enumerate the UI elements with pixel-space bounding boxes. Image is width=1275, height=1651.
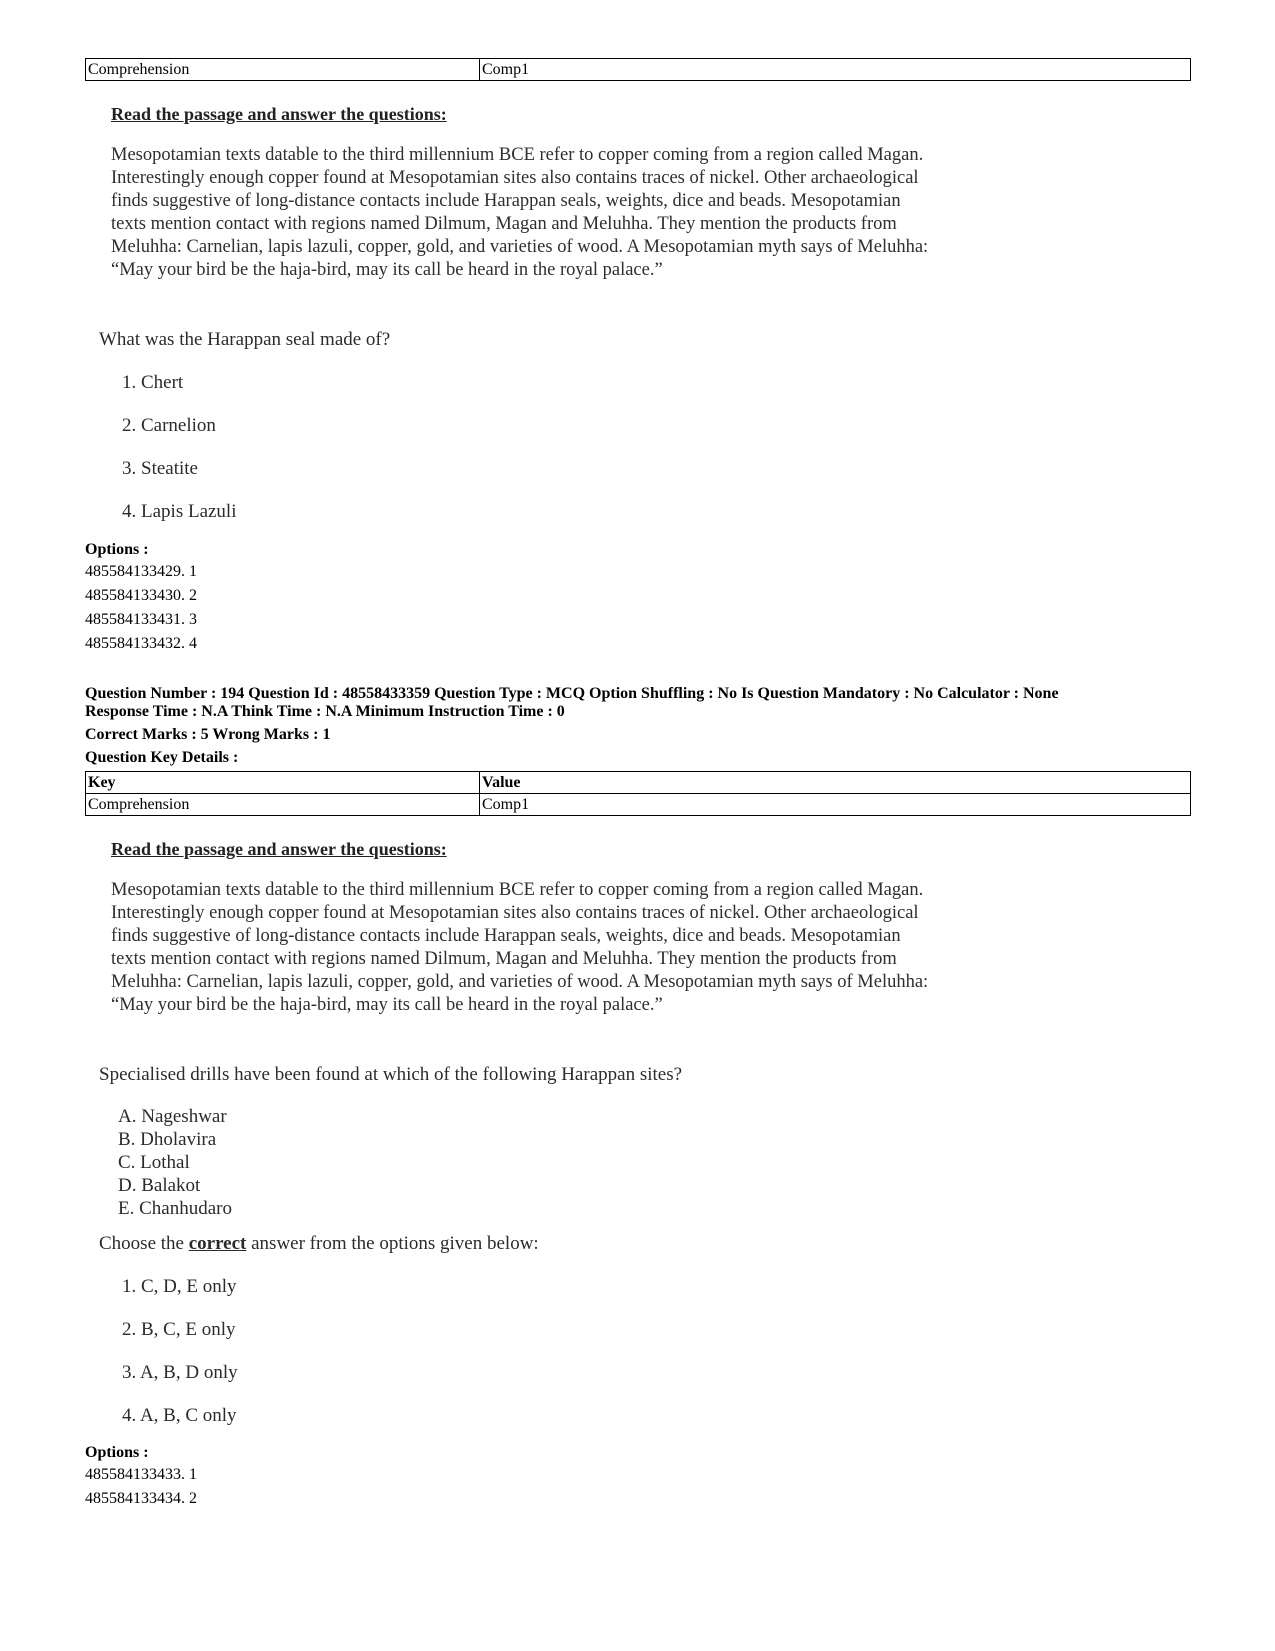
option-item: 485584133431. 3 <box>85 611 197 628</box>
value-header-cell: Value <box>480 772 1191 794</box>
value-cell: Comp1 <box>480 794 1191 816</box>
option-item: 485584133432. 4 <box>85 635 197 652</box>
passage-heading: Read the passage and answer the questions: <box>111 104 447 124</box>
passage-line: Interestingly enough copper found at Mesopotamian sites also contains traces of nickel. Other archaeological <box>111 903 919 923</box>
answer-choice: 3. Steatite <box>122 458 198 479</box>
options-label: Options : <box>85 541 149 558</box>
passage-line: Mesopotamian texts datable to the third millennium BCE refer to copper coming from a region called Magan. <box>111 880 924 900</box>
options-label: Options : <box>85 1444 149 1461</box>
statement-list <box>118 1105 232 1220</box>
passage-line: Meluhha: Carnelian, lapis lazuli, copper, gold, and varieties of wood. A Mesopotamian myth says of Meluhha: <box>111 237 929 257</box>
answer-choice: 1. C, D, E only <box>122 1276 237 1297</box>
passage-line: “May your bird be the haja-bird, may its call be heard in the royal palace.” <box>111 995 663 1015</box>
question-text: Specialised drills have been found at which of the following Harappan sites? <box>99 1064 683 1085</box>
question-meta-line: Response Time : N.A Think Time : N.A Minimum Instruction Time : 0 <box>85 703 565 720</box>
answer-choice: 4. A, B, C only <box>122 1405 237 1426</box>
question-text: What was the Harappan seal made of? <box>99 329 391 350</box>
passage-line: Meluhha: Carnelian, lapis lazuli, copper, gold, and varieties of wood. A Mesopotamian myth says of Meluhha: <box>111 972 929 992</box>
statement-item: C. Lothal <box>118 1152 190 1173</box>
passage-heading: Read the passage and answer the questions: <box>111 839 447 859</box>
answer-choice: 2. B, C, E only <box>122 1319 236 1340</box>
passage-text <box>111 879 928 1017</box>
key-header-cell: Key <box>86 772 480 794</box>
instruction-prefix: Choose the <box>99 1233 189 1254</box>
instruction-emphasis: correct <box>188 1233 247 1254</box>
key-cell: Comprehension <box>86 59 480 81</box>
statement-item: A. Nageshwar <box>118 1106 227 1127</box>
passage-line: “May your bird be the haja-bird, may its call be heard in the royal palace.” <box>111 260 663 280</box>
instruction-suffix: answer from the options given below: <box>246 1233 539 1254</box>
option-item: 485584133430. 2 <box>85 587 197 604</box>
statement-item: D. Balakot <box>118 1175 201 1196</box>
key-cell: Comprehension <box>86 794 480 816</box>
passage-line: finds suggestive of long-distance contacts include Harappan seals, weights, dice and beads. Mesopotamian <box>111 191 901 211</box>
value-cell: Comp1 <box>480 59 1191 81</box>
key-details-label: Question Key Details : <box>85 749 239 766</box>
answer-choice: 1. Chert <box>122 372 184 393</box>
option-item: 485584133433. 1 <box>85 1466 197 1483</box>
options-list <box>85 560 197 656</box>
key-table-header <box>86 772 1191 794</box>
marks-line: Correct Marks : 5 Wrong Marks : 1 <box>85 726 331 743</box>
passage-line: finds suggestive of long-distance contacts include Harappan seals, weights, dice and beads. Mesopotamian <box>111 926 901 946</box>
question-key-table <box>85 58 1191 81</box>
passage-line: Mesopotamian texts datable to the third millennium BCE refer to copper coming from a region called Magan. <box>111 145 924 165</box>
option-item: 485584133434. 2 <box>85 1490 197 1507</box>
question-meta-line: Question Number : 194 Question Id : 48558433359 Question Type : MCQ Option Shuffling : No Is Question Mandatory : No Calculator : None <box>85 685 1059 702</box>
key-table-row <box>86 59 1191 81</box>
answer-choice: 2. Carnelion <box>122 415 216 436</box>
key-table-row <box>86 794 1191 816</box>
passage-line: Interestingly enough copper found at Mesopotamian sites also contains traces of nickel. Other archaeological <box>111 168 919 188</box>
answer-instruction <box>99 1233 539 1255</box>
passage-line: texts mention contact with regions named Dilmum, Magan and Meluhha. They mention the products from <box>111 949 897 969</box>
options-list <box>85 1463 197 1511</box>
answer-choice: 3. A, B, D only <box>122 1362 238 1383</box>
question-key-table <box>85 771 1191 816</box>
statement-item: E. Chanhudaro <box>118 1198 232 1219</box>
statement-item: B. Dholavira <box>118 1129 217 1150</box>
answer-choice: 4. Lapis Lazuli <box>122 501 237 522</box>
passage-line: texts mention contact with regions named Dilmum, Magan and Meluhha. They mention the products from <box>111 214 897 234</box>
passage-text <box>111 144 928 282</box>
option-item: 485584133429. 1 <box>85 563 197 580</box>
